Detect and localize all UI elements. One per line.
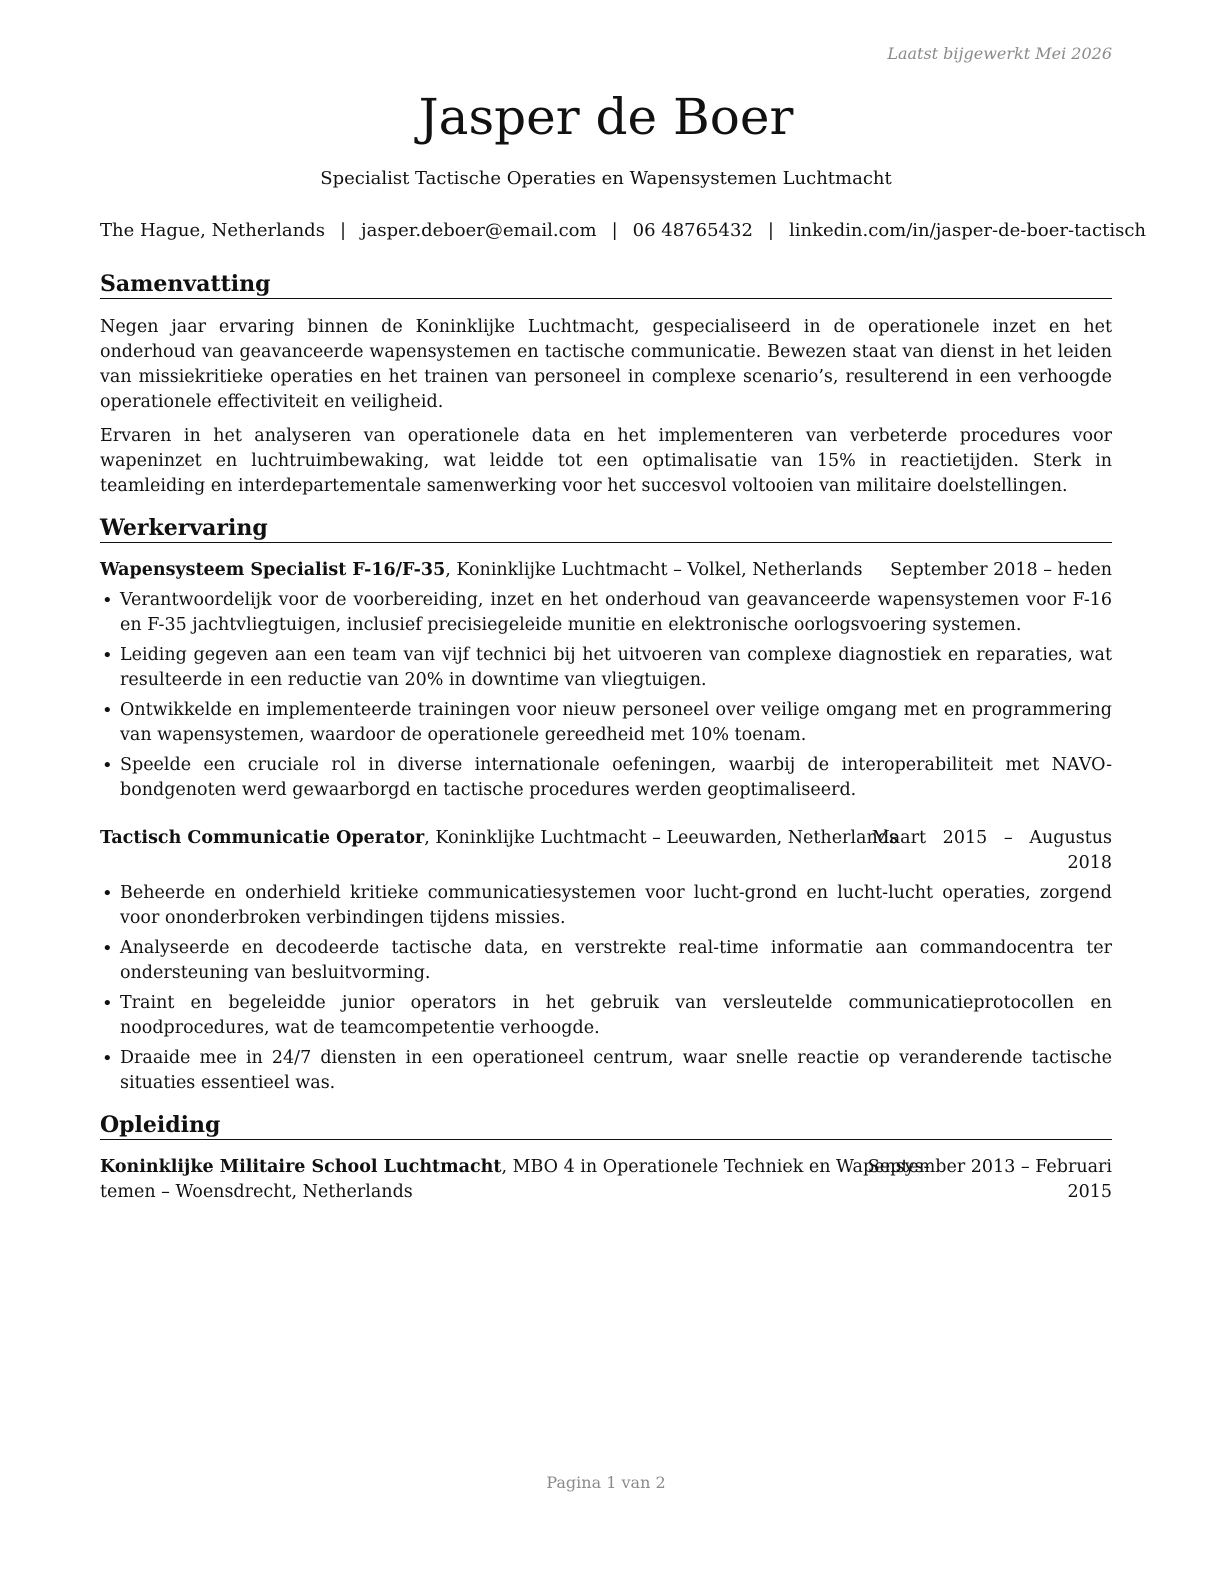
list-item: • Leiding gegeven aan een team van vijf technici bij het uitvoeren van complexe diagnostiek en reparaties, wat resulteerde in een reductie van 20% in downtime van vliegtuigen. bbox=[100, 643, 1112, 693]
list-item: • Speelde een cruciale rol in diverse internationale oefeningen, waarbij de interoperabiliteit met NAVO-bondgenoten werd gewaarborgd en tactische procedures werden geoptimaliseerd. bbox=[100, 753, 1112, 803]
summary-paragraph-2: Ervaren in het analyseren van operationele data en het implementeren van verbeterde procedures voor wapeninzet en luchtruimbewaking, wat leidde tot een optimalisatie van 15% in reactietijden. Sterk in teamleiding en interdepartementale samenwerking voor het succesvol voltooien van militaire doelstellingen. bbox=[100, 426, 1112, 496]
summary-paragraph-1: Negen jaar ervaring binnen de Koninklijke Luchtmacht, gespecialiseerd in de operationele inzet en het onderhoud van geavanceerde wapensystemen en tactische communicatie. Bewezen staat van dienst in het leiden van missiekritieke operaties en het trainen van personeel in complexe scenario’s, resulterend in een verhoogde operationele effectiviteit en veiligheid. bbox=[100, 317, 1112, 412]
contact-separator: | bbox=[339, 220, 347, 241]
job-role: Wapensysteem Specialist F-16/F-35 bbox=[100, 560, 446, 580]
contact-separator: | bbox=[767, 220, 774, 241]
job-title-line bbox=[100, 558, 862, 583]
education-detail: , MBO 4 in Operationele Techniek en Wapensys- bbox=[501, 1157, 930, 1177]
education-dates-continued: 2015 bbox=[1067, 1182, 1112, 1202]
contact-email[interactable]: jasper.deboer@email.com bbox=[361, 220, 597, 241]
list-item: • Beheerde en onderhield kritieke communicatiesystemen voor lucht-grond en lucht-lucht operaties, zorgend voor ononderbroken verbindingen tijdens missies. bbox=[100, 881, 1112, 931]
page-number: Pagina 1 van 2 bbox=[546, 1473, 666, 1492]
contact-location: The Hague, Netherlands bbox=[100, 220, 325, 241]
candidate-title: Specialist Tactische Operaties en Wapensystemen Luchtmacht bbox=[320, 168, 892, 189]
education-detail-continued: temen – Woensdrecht, Netherlands bbox=[100, 1182, 413, 1202]
contact-separator: | bbox=[611, 220, 618, 241]
job-organization: , Koninklijke Luchtmacht – Leeuwarden, Netherlands bbox=[424, 828, 898, 848]
list-item: • Verantwoordelijk voor de voorbereiding, inzet en het onderhoud van geavanceerde wapensystemen voor F-16 en F-35 jachtvliegtuigen, inclusief precisiegeleide munitie en elektronische oorlogsvoering systemen. bbox=[100, 588, 1112, 638]
education-entry bbox=[100, 1155, 1112, 1205]
list-item: • Ontwikkelde en implementeerde trainingen voor nieuw personeel over veilige omgang met en programmering van wapensystemen, waardoor de operationele gereedheid met 10% toenam. bbox=[100, 698, 1112, 748]
education-title-line bbox=[100, 1155, 930, 1180]
experience-heading: Werkervaring bbox=[100, 514, 1112, 543]
job-role: Tactisch Communicatie Operator bbox=[100, 828, 425, 848]
list-item: • Traint en begeleidde junior operators in het gebruik van versleutelde communicatieprotocollen en noodprocedures, wat de teamcompetentie verhoogde. bbox=[100, 991, 1112, 1041]
contact-line bbox=[100, 219, 1147, 243]
contact-phone[interactable]: 06 48765432 bbox=[632, 220, 753, 241]
job-bullets bbox=[100, 881, 1112, 1101]
resume-page bbox=[100, 0, 1147, 1584]
education-heading: Opleiding bbox=[100, 1111, 1112, 1140]
candidate-name: Jasper de Boer bbox=[418, 88, 794, 146]
job-title-line bbox=[100, 826, 898, 851]
list-item: • Analyseerde en decodeerde tactische data, en verstrekte real-time informatie aan commandocentra ter ondersteuning van besluitvorming. bbox=[100, 936, 1112, 986]
last-updated: Laatst bijgewerkt Mei 2026 bbox=[887, 44, 1112, 63]
summary-heading: Samenvatting bbox=[100, 270, 1112, 299]
education-dates: September 2013 – Februari bbox=[867, 1157, 1112, 1177]
job-header bbox=[100, 558, 1112, 583]
job-organization: , Koninklijke Luchtmacht – Volkel, Netherlands bbox=[445, 560, 863, 580]
list-item: • Draaide mee in 24/7 diensten in een operationeel centrum, waar snelle reactie op veranderende tactische situaties essentieel was. bbox=[100, 1046, 1112, 1096]
contact-linkedin[interactable]: linkedin.com/in/jasper-de-boer-tactisch bbox=[788, 220, 1147, 241]
job-dates: Maart 2015 – Augustus bbox=[871, 828, 1112, 848]
job-dates-continued: 2018 bbox=[1067, 853, 1112, 873]
job-dates: September 2018 – heden bbox=[890, 560, 1112, 580]
job-header bbox=[100, 826, 1112, 876]
job-bullets bbox=[100, 588, 1112, 808]
education-school: Koninklijke Militaire School Luchtmacht bbox=[100, 1157, 502, 1177]
